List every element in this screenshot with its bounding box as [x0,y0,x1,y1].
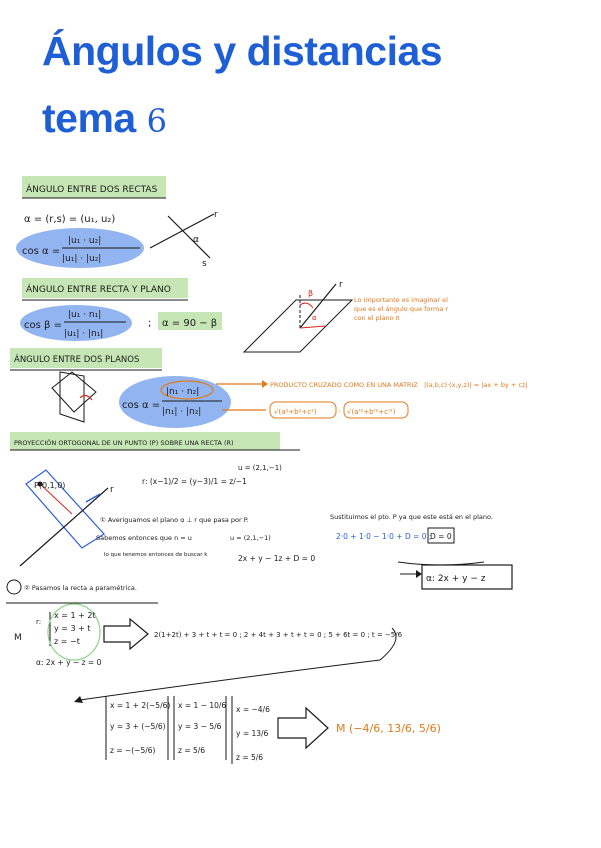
t-substitution: 2(1+2t) + 3 + t + t = 0 ; 2 + 4t + 3 + t + t = 0 ; 5 + 6t = 0 ; t = −5/6 [154,631,403,639]
substitution-text: Sustituimos el pto. P ya que este está en el plano. [330,513,493,521]
orange-note: Lo importante es imaginar el que es el ángulo que forma r con el plano π [354,296,449,322]
section3-cos-numerator: |n₁ · n₂| [166,387,200,397]
substitution-calc: 2·0 + 1·0 − 1·0 + D = 0 ; [336,532,432,541]
beta-label: β [308,289,314,298]
step1-hint: lo que tenemos entonces de buscar k [104,552,208,558]
section2-cos-lhs: cos β = [24,320,62,331]
sys2-y: y = 3 − 5/6 [178,722,222,731]
step1-subtext: Sabemos entonces que n = u [96,534,192,542]
section3-mod2: √(a'²+b'²+c'²) [347,408,396,416]
angle-arc [80,395,92,400]
param-z: z = −t [54,637,80,646]
page-title-line1: Ángulos y distancias [42,28,443,74]
final-result: M (−4/6, 13/6, 5/6) [336,722,441,735]
title-word: tema [42,95,136,141]
section1-angle-formula: α = (r,s) = (u₁, u₂) [24,214,116,225]
section2-heading: ÁNGULO ENTRE RECTA Y PLANO [26,285,171,295]
diagram-line-s [168,216,210,258]
plane-result-text: α: 2x + y − z [426,574,486,584]
section1-heading: ÁNGULO ENTRE DOS RECTAS [26,185,158,195]
param-x: x = 1 + 2t [54,611,96,620]
r-label: r: [36,618,42,626]
sys2-z: z = 5/6 [178,746,206,755]
step2-text: ② Pasamos la recta a paramétrica. [24,584,137,592]
sys3-z: z = 5/6 [236,753,264,762]
line-equation: r: (x−1)/2 = (y−3)/1 = z/−1 [142,477,247,486]
section3-cos-lhs: cos α = [122,400,161,411]
section4-heading: PROYECCIÓN ORTOGONAL DE UN PUNTO (P) SOBRE UNA RECTA (R) [14,439,234,447]
diagram-label-r: r [339,280,343,290]
diagram-label-r: r [214,210,218,220]
param-y: y = 3 + t [54,624,91,633]
diagram-line-r [20,488,108,566]
section2-cos-numerator: |u₁ · n₁| [68,310,102,320]
section1-cos-numerator: |u₁ · u₂| [68,236,102,246]
section3-note-formula: |(a,b,c)·(x,y,z)| = |ax + by + cz| [424,381,528,389]
angle-arc-beta [300,303,313,308]
u-equals: u = (2,1,−1) [230,534,271,542]
sys3-x: x = −4/6 [236,705,270,714]
diagram-label-s: s [202,259,207,269]
line-label-r: r [110,485,114,495]
section-orthogonal-projection [6,432,512,764]
section-angle-two-planes [10,348,528,428]
sys1-y: y = 3 + (−5/6) [110,722,166,731]
arrow-right-icon [104,619,148,649]
section3-dot: · [338,407,341,416]
u-vector: u = (2,1,−1) [238,464,282,472]
section-angle-line-plane [20,278,450,352]
plane-general-eq: 2x + y − 1z + D = 0 [238,554,316,563]
point-label: P(0,1,0) [34,481,66,490]
section3-heading: ÁNGULO ENTRE DOS PLANOS [14,355,140,365]
section3-mod1: √(a²+b²+c²) [274,408,317,416]
sys1-z: z = −(−5/6) [110,746,156,755]
d-result: D = 0 [430,532,452,541]
alpha-label: α [312,314,317,322]
plane-eq: α: 2x + y − z = 0 [36,658,102,667]
diagram-projection [300,326,326,328]
m-label: M [14,633,22,643]
sys3-y: y = 13/6 [236,729,269,738]
section3-cos-denominator: |n₁| · |n₂| [162,407,202,417]
arrow-right-icon [278,708,328,748]
section1-cos-lhs: cos α = [22,246,61,257]
section2-separator: ; [148,318,152,329]
section2-relation: α = 90 − β [162,318,218,329]
section1-cos-denominator: |u₁| · |u₂| [62,254,102,264]
diagram-plane [244,300,352,352]
section2-cos-denominator: |u₁| · |n₁| [64,329,104,339]
title-number: 6 [146,102,167,140]
diagram-plane-1 [52,372,96,412]
step1-text: ① Averiguamos el plano α ⊥ r que pasa por P. [100,516,249,524]
sys2-x: x = 1 − 10/6 [178,701,227,710]
sys1-x: x = 1 + 2(−5/6) [110,701,171,710]
diagram-label-alpha: α [193,235,199,245]
section3-note: PRODUCTO CRUZADO COMO EN UNA MATRIZ [270,381,418,389]
section-angle-two-lines [16,176,218,269]
diagram-line-r [150,214,214,248]
